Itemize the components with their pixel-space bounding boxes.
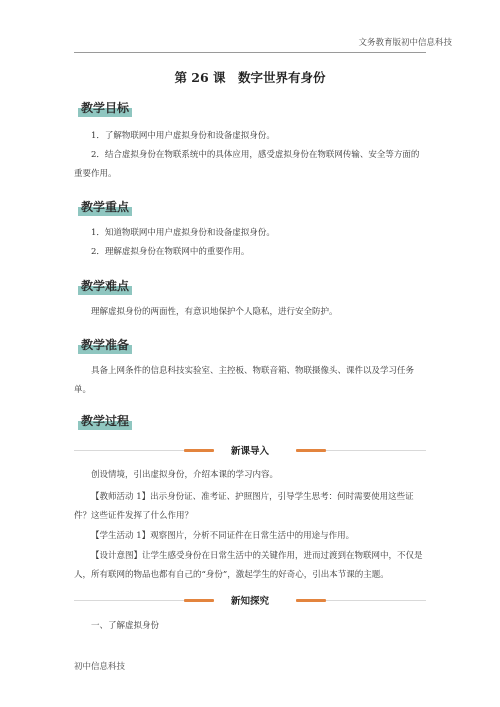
sub-heading-explore [0,594,500,608]
section-heading-goals: 教学目标 [78,101,132,117]
accent-bar [296,449,326,452]
paragraph: 【教师活动 1】出示身份证、准考证、护照图片，引导学生思考：何时需要使用这些证件？这些证件发挥了什么作用？ [74,492,414,521]
section-heading-prep: 教学准备 [78,338,132,354]
section-heading-process: 教学过程 [78,414,132,430]
paragraph: 2．结合虚拟身份在物联系统中的具体应用，感受虚拟身份在物联网传输、安全等方面的重要作用。 [74,150,420,179]
section-heading-key: 教学重点 [78,200,132,216]
page-title: 第 26 课 数字世界有身份 [174,70,326,85]
divider-line [326,600,426,601]
header-divider [74,52,426,53]
paragraph: 创设情境，引出虚拟身份，介绍本课的学习内容。 [91,470,279,480]
footer-text: 初中信息科技 [74,662,126,672]
sub-heading-intro [0,444,500,458]
sub-heading-label: 新课导入 [230,446,269,457]
paragraph: 【学生活动 1】观察图片，分析不同证件在日常生活中的用途与作用。 [91,531,355,541]
paragraph: 1．知道物联网中用户虚拟身份和设备虚拟身份。 [91,228,275,238]
paragraph: 具备上网条件的信息科技实验室、主控板、物联音箱、物联摄像头、课件以及学习任务单。 [74,366,415,395]
paragraph: 一、了解虚拟身份 [91,621,160,631]
header-text: 文务教育版初中信息科技 [358,38,452,48]
paragraph: 1．了解物联网中用户虚拟身份和设备虚拟身份。 [91,131,275,141]
divider-line [326,450,426,451]
section-heading-difficulty: 教学难点 [78,279,132,295]
paragraph: 理解虚拟身份的两面性，有意识地保护个人隐私，进行安全防护。 [91,307,338,317]
accent-bar [296,599,326,602]
paragraph: 2．理解虚拟身份在物联网中的重要作用。 [91,247,250,257]
paragraph: 【设计意图】让学生感受身份在日常生活中的关键作用，进而过渡到在物联网中，不仅是人，所有联网的物品也都有自己的“身份”，激起学生的好奇心，引出本节课的主题。 [74,551,423,580]
sub-heading-label: 新知探究 [230,596,269,607]
